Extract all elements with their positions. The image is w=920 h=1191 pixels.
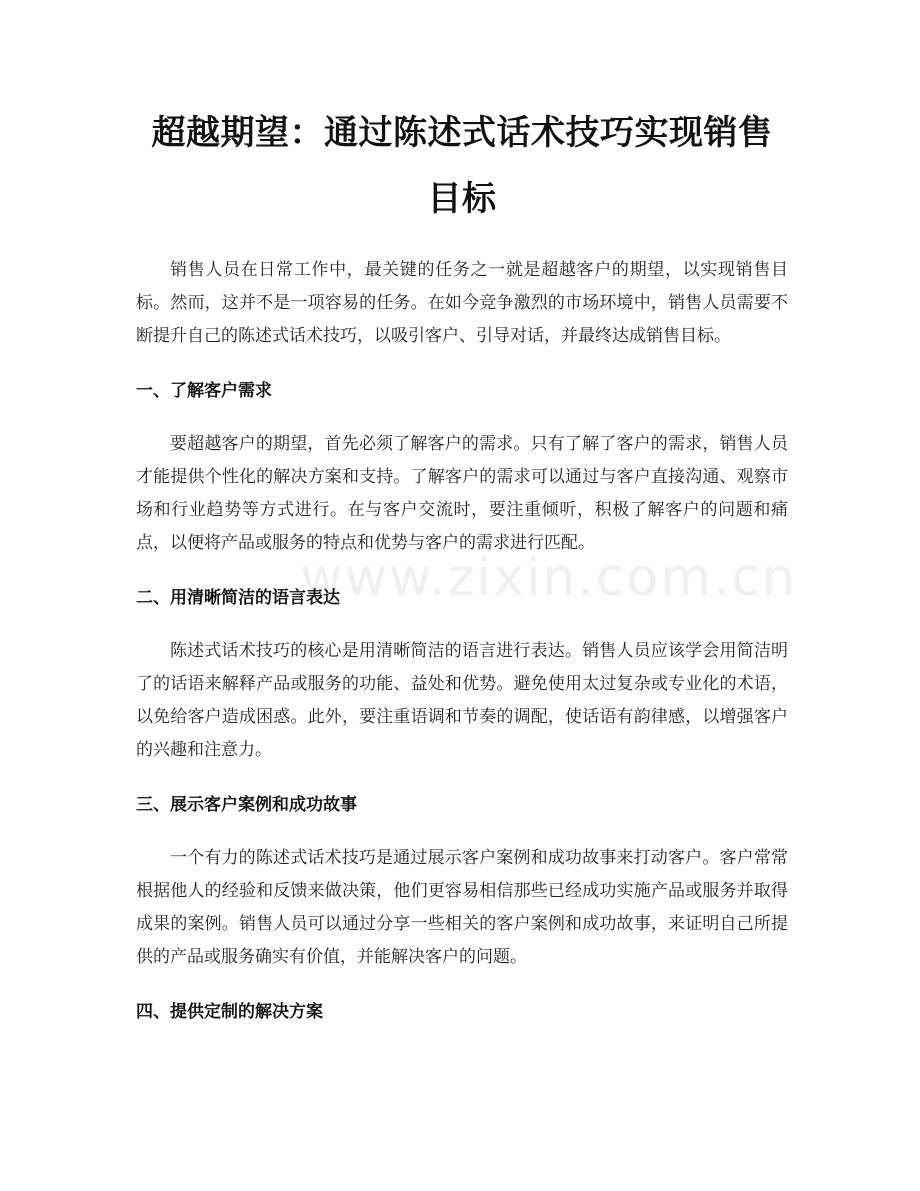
- watermark: www.zixin.com.cn: [300, 548, 797, 608]
- section-body-1: 要超越客户的期望，首先必须了解客户的需求。只有了解了客户的需求，销售人员才能提供个性化的解决方案和支持。了解客户的需求可以通过与客户直接沟通、观察市场和行业趋势等方式进行。在与客户交流时，要注重倾听，积极了解客户的问题和痛点，以便将产品或服务的特点和优势与客户的需求进行匹配。: [136, 434, 788, 553]
- section-heading-3: 三、展示客户案例和成功故事: [136, 795, 357, 815]
- section-body-3: 一个有力的陈述式话术技巧是通过展示客户案例和成功故事来打动客户。客户常常根据他人的经验和反馈来做决策，他们更容易相信那些已经成功实施产品或服务并取得成果的案例。销售人员可以通过分享一些相关的客户案例和成功故事，来证明自己所提供的产品或服务确实有价值，并能解决客户的问题。: [136, 848, 788, 967]
- section-heading-4: 四、提供定制的解决方案: [136, 1002, 323, 1022]
- section-heading-1: 一、了解客户需求: [136, 381, 272, 401]
- document-title: 超越期望：通过陈述式话术技巧实现销售目标: [151, 113, 773, 219]
- intro-paragraph: 销售人员在日常工作中，最关键的任务之一就是超越客户的期望，以实现销售目标。然而，这并不是一项容易的任务。在如今竞争激烈的市场环境中，销售人员需要不断提升自己的陈述式话术技巧，以吸引客户、引导对话，并最终达成销售目标。: [136, 260, 788, 346]
- section-body-2: 陈述式话术技巧的核心是用清晰简洁的语言进行表达。销售人员应该学会用简洁明了的话语来解释产品或服务的功能、益处和优势。避免使用太过复杂或专业化的术语，以免给客户造成困惑。此外，要注重语调和节奏的调配，使话语有韵律感，以增强客户的兴趣和注意力。: [136, 641, 788, 760]
- section-heading-2: 二、用清晰简洁的语言表达: [136, 588, 340, 608]
